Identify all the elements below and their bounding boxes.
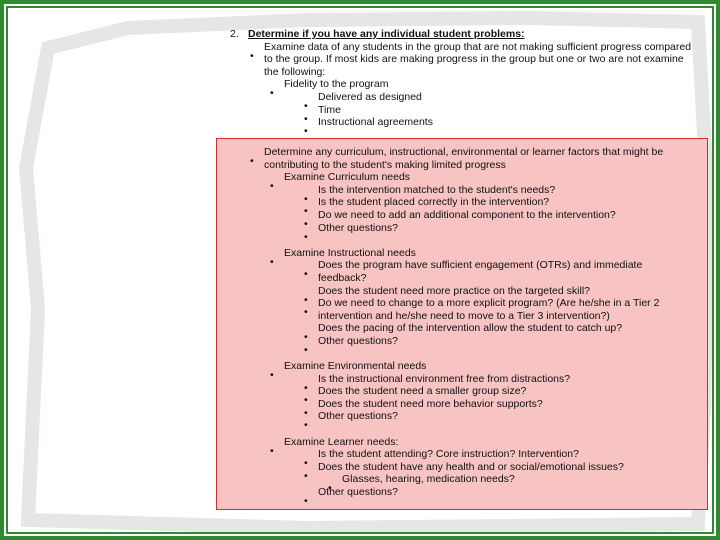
section-individual-problems [230, 28, 700, 129]
list-item-text: Does the pacing of the intervention allow the student to catch up? [318, 322, 623, 335]
list-item: Delivered as designed [318, 90, 422, 103]
list-item [230, 310, 700, 323]
list-item-text: Is the instructional environment free from distractions? [318, 372, 571, 385]
list-item-text: Is the intervention matched to the student's needs? [318, 183, 556, 196]
list-item [230, 410, 700, 423]
list-item: Time [318, 103, 341, 116]
spacer [230, 234, 700, 247]
list-item [230, 486, 700, 499]
section-heading-row [230, 28, 700, 41]
list-item-text: Does the program have sufficient engagement (OTRs) and immediate [318, 259, 643, 272]
list-item [230, 159, 700, 172]
list-item [230, 373, 700, 386]
list-item-text: Other questions? [318, 334, 398, 347]
spacer [230, 348, 700, 361]
list-item [230, 385, 700, 398]
list-item-text: intervention and he/she need to move to a Tier 3 intervention?) [318, 309, 610, 322]
list-item-text: Glasses, hearing, medication needs? [342, 473, 515, 486]
list-item [230, 209, 700, 222]
list-item-text: Does the student need more behavior supports? [318, 397, 543, 410]
list-item [230, 247, 700, 260]
highlight-content [230, 146, 700, 499]
list-item: Fidelity to the program [284, 78, 389, 91]
section-heading: Determine if you have any individual student problems: [248, 28, 525, 40]
list-item-text: Does the student need more practice on the targeted skill? [318, 284, 590, 297]
list-item [230, 184, 700, 197]
list-item [230, 360, 700, 373]
list-item [230, 171, 700, 184]
list-item [230, 272, 700, 285]
list-item [230, 285, 700, 298]
list-item-text: Examine Instructional needs [284, 246, 416, 259]
list-item-text: contributing to the student's making limited progress [264, 158, 506, 171]
list-item: Instructional agreements [318, 116, 433, 129]
list-item-text: Examine Learner needs: [284, 435, 399, 448]
list-item [230, 461, 700, 474]
list-item [230, 398, 700, 411]
list-item-text: Determine any curriculum, instructional, environmental or learner factors that might be [264, 146, 664, 158]
list-item [230, 146, 700, 159]
list-item-text: Is the student attending? Core instruction? Intervention? [318, 448, 579, 461]
list-item-text: Examine Environmental needs [284, 360, 427, 373]
list-item [230, 196, 700, 209]
list-item-text: Is the student placed correctly in the intervention? [318, 196, 550, 209]
list-item [230, 473, 700, 486]
list-item [230, 436, 700, 449]
list-item-text: Other questions? [318, 486, 398, 499]
list-item-text: Does the student need a smaller group size? [318, 385, 527, 398]
spacer [230, 423, 700, 436]
list-item-text: Examine Curriculum needs [284, 171, 411, 184]
list-item-text: Do we need to change to a more explicit program? (Are he/she in a Tier 2 [318, 297, 660, 310]
list-item-text: Other questions? [318, 221, 398, 234]
list-item [230, 448, 700, 461]
list-item-text: Do we need to add an additional component to the intervention? [318, 208, 616, 221]
list-item-text: Other questions? [318, 410, 398, 423]
section-number: 2. [230, 28, 239, 40]
list-item [230, 222, 700, 235]
list-item [230, 335, 700, 348]
list-item [230, 322, 700, 335]
list-item-text: feedback? [318, 271, 367, 284]
list-item-text: Does the student have any health and or social/emotional issues? [318, 460, 624, 473]
list-item [230, 259, 700, 272]
list-item: Examine data of any students in the group that are not making sufficient progress compared to the group. If most kids are making progress in the group but one or two are not examine the following: [264, 40, 692, 78]
list-item [230, 297, 700, 310]
